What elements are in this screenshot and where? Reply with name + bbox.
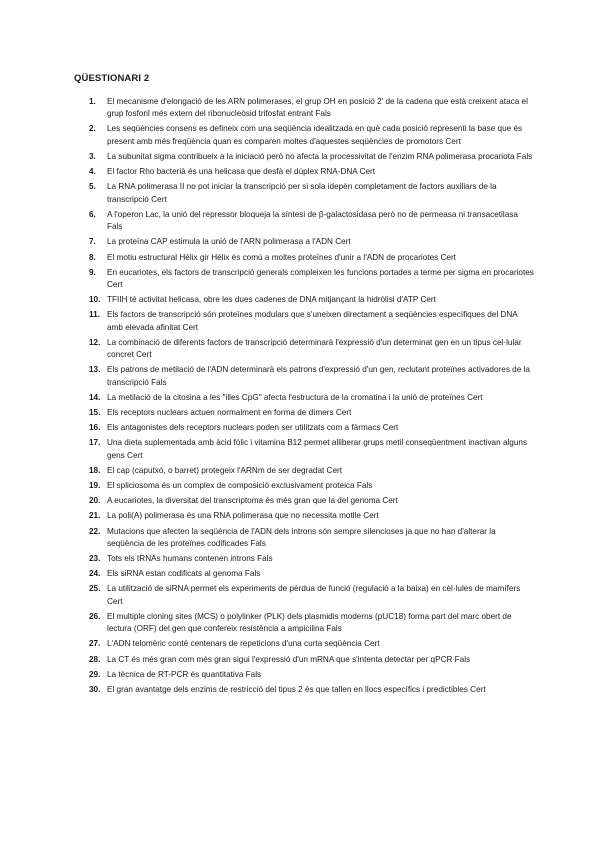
question-text: Els siRNA estan codificats al genoma Fals	[107, 569, 261, 579]
question-number: 10.	[89, 295, 101, 305]
question-text: El spliciosoma és un complex de composició exclusivament proteica Fals	[107, 481, 373, 491]
question-text: Els antagonistes dels receptors nuclears poden ser utilitzats com a fàrmacs Cert	[107, 423, 399, 433]
question-item	[74, 583, 534, 608]
question-item	[74, 669, 534, 681]
question-number: 28.	[89, 654, 101, 664]
question-item	[74, 684, 534, 696]
question-number: 27.	[89, 639, 101, 649]
question-number: 7.	[89, 237, 96, 247]
question-number: 17.	[89, 438, 101, 448]
question-number: 1.	[89, 97, 96, 106]
question-number: 26.	[89, 611, 101, 621]
question-item	[74, 638, 534, 650]
question-number: 22.	[89, 526, 101, 536]
question-number: 4.	[89, 167, 96, 177]
question-number: 20.	[89, 496, 101, 506]
question-item	[74, 407, 534, 419]
question-text: La CT és més gran com més gran sigui l'expressió d'un mRNA que s'intenta detectar per qPCR Fals	[107, 654, 471, 664]
question-text: Tots els tRNAs humans contenen introns Fals	[107, 554, 273, 564]
question-text: El cap (caputxó, o barret) protegeix l'ARNm de ser degradat Cert	[107, 465, 343, 475]
question-item	[74, 181, 534, 206]
question-text: El multiple cloning sites (MCS) o polylinker (PLK) dels plasmidis moderns (pUC18) forma part del marc obert de lectura (ORF) del gen que confereix resistència a ampicilina Fals	[107, 611, 512, 634]
question-number: 11.	[89, 310, 100, 320]
question-item	[74, 309, 534, 334]
question-number: 23.	[89, 554, 101, 564]
question-item	[74, 465, 534, 477]
question-text: En eucariotes, els factors de transcripció generals compleixen les funcions portades a terme per sigma en procariotes Cert	[107, 267, 534, 289]
question-number: 13.	[89, 365, 101, 375]
question-item	[74, 364, 534, 389]
question-text: Els factors de transcripció són proteïnes modulars que s'uneixen directament a seqüències específiques del DNA amb elevada afinitat Cert	[107, 310, 518, 332]
question-item	[74, 510, 534, 522]
question-number: 25.	[89, 584, 101, 594]
question-text: La combinació de diferents factors de transcripció determinarà l'expressió d'un determinat gen en un tipus cel·lular concret Cert	[107, 337, 522, 360]
question-item	[74, 611, 534, 636]
question-item	[74, 495, 534, 507]
question-item	[74, 422, 534, 434]
question-number: 12.	[89, 337, 101, 347]
question-item	[74, 96, 534, 121]
question-item	[74, 123, 534, 148]
question-text: A l'operon Lac, la unió del repressor bloqueja la síntesi de β-galactosidasa però no de permeasa ni transacetilasa Fals	[107, 209, 518, 232]
question-text: Els receptors nuclears actuen normalment en forma de dímers Cert	[107, 408, 352, 417]
question-item	[74, 568, 534, 580]
question-item	[74, 337, 534, 362]
question-text: Mutacions que afecten la seqüència de l'ADN dels introns són sempre silencioses ja que no han d'alterar la seqüència de les proteïnes codificades Fals	[107, 526, 496, 548]
question-number: 2.	[89, 124, 96, 134]
question-number: 15.	[89, 408, 101, 417]
question-item	[74, 526, 534, 551]
question-text: La metilació de la citosina a les "illes CpG" afecta l'estructura de la cromatina i la unió de proteïnes Cert	[107, 392, 483, 402]
question-number: 3.	[89, 151, 96, 161]
question-item	[74, 480, 534, 492]
question-number: 8.	[89, 252, 96, 262]
question-text: La poli(A) polimerasa és una RNA polimerasa que no necessita motlle Cert	[107, 511, 379, 521]
question-text: Les seqüències consens es defineix com una seqüència idealitzada en què cada posició representi la base que és present amb més freqüència quan es comparen moltes d'aquestes seqüències de promotors Cert	[107, 124, 523, 146]
question-number: 14.	[89, 392, 101, 402]
question-number: 5.	[89, 182, 96, 192]
question-number: 21.	[89, 511, 101, 521]
question-number: 19.	[89, 481, 101, 491]
question-item	[74, 151, 534, 163]
question-text: Una dieta suplementada amb àcid fòlic i vitamina B12 permet alliberar grups metil conseqüentment inactivan alguns gens Cert	[107, 438, 528, 460]
question-text: Els patrons de metilació de l'ADN determinarà els patrons d'expressió d'un gen, reclutant proteïnes activadores de la transcripció Fals	[107, 365, 530, 387]
question-number: 24.	[89, 569, 101, 579]
question-item	[74, 209, 534, 234]
question-text: L'ADN telomèric conté centenars de repeticions d'una curta seqüència Cert	[107, 639, 380, 649]
question-item	[74, 654, 534, 666]
question-item	[74, 392, 534, 404]
question-text: El gran avantatge dels enzims de restricció del tipus 2 és que tallen en llocs específics i predictibles Cert	[107, 685, 486, 694]
question-number: 16.	[89, 423, 101, 433]
question-list	[74, 96, 534, 699]
page-title: QÜESTIONARI 2	[74, 73, 150, 84]
question-text: La RNA polimerasa II no pot iniciar la transcripció per si sola idepèn completament de factors auxiliars de la transcripció Cert	[107, 182, 497, 204]
question-number: 6.	[89, 209, 96, 219]
question-item	[74, 252, 534, 264]
question-number: 29.	[89, 669, 101, 679]
question-text: La proteïna CAP estimula la unió de l'ARN polimerasa a l'ADN Cert	[107, 237, 351, 247]
question-text: TFIIH té activitat helicasa, obre les dues cadenes de DNA mitjançant la hidròlisi d'ATP Cert	[107, 295, 436, 305]
question-number: 18.	[89, 465, 101, 475]
question-text: La utilització de siRNA permet els experiments de pèrdua de funció (regulació a la baixa) en cèl·lules de mamífers Cert	[107, 584, 521, 606]
question-number: 30.	[89, 685, 101, 694]
question-item	[74, 437, 534, 462]
question-item	[74, 553, 534, 565]
question-text: La tècnica de RT-PCR és quantitativa Fals	[107, 669, 262, 679]
question-item	[74, 166, 534, 178]
question-item	[74, 294, 534, 306]
question-item	[74, 267, 534, 292]
question-item	[74, 236, 534, 248]
question-text: El mecanisme d'elongació de les ARN polimerases, el grup OH en posició 2' de la cadena que està creixent ataca el grup fosforil més extern del ribonucleòsid trifosfat entrant Fals	[107, 97, 528, 119]
question-text: El factor Rho bacterià és una helicasa que desfà el dúplex RNA-DNA Cert	[107, 167, 376, 177]
question-text: El motiu estructural Hèlix gir Hèlix és comú a moltes proteïnes d'unir a l'ADN de procariotes Cert	[107, 252, 456, 262]
question-text: La subunitat sigma contribueix a la iniciació però no afecta la processivitat de l'enzim RNA polimerasa procariota Fals	[107, 151, 533, 161]
question-number: 9.	[89, 267, 96, 277]
question-text: A eucariotes, la diversitat del transcriptoma és més gran que la del genoma Cert	[107, 496, 398, 506]
